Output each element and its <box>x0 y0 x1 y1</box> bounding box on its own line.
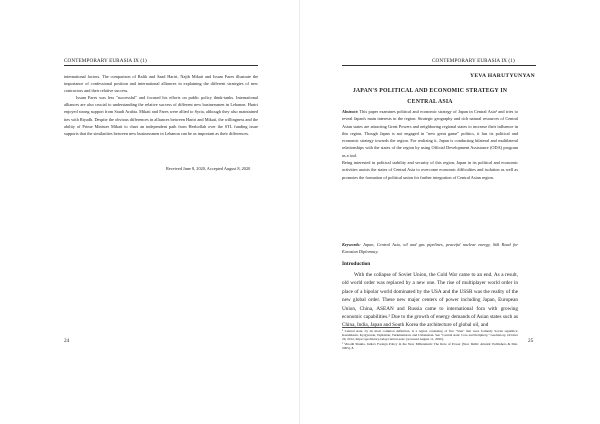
footnote-rule <box>342 327 400 328</box>
keywords-label: Keywords: <box>342 242 361 247</box>
article-title <box>342 86 518 108</box>
right-header-rule <box>342 65 536 66</box>
keywords-text: Japan, Central Asia, oil and gas pipelines, peaceful nuclear energy, Silk Road for Eurasian Diplomacy. <box>342 242 518 254</box>
right-page-number: 25 <box>528 338 534 344</box>
footnotes <box>342 329 518 350</box>
section-heading-introduction: Introduction <box>342 261 371 267</box>
left-paragraph-1: international factors. The comparison of Rafik and Saad Hariri, Najib Mikati and Issam Fares illustrate the importance of confessional position and international alliances in explaining the different strategies of new contractors and their relative success. <box>64 74 258 94</box>
left-header-rule <box>64 65 258 66</box>
left-page-number: 24 <box>64 338 70 344</box>
left-running-head: CONTEMPORARY EURASIA IX (1) <box>64 58 147 64</box>
abstract-text: This paper examines political and economic strategy of Japan in Central Asia¹ and tries to reveal Japan's main interests in the region. Strategic geography and rich natural resources of Central Asian states are attracting Great Powers and neighboring regional states to increase their influence in this region. Though Japan is not engaged in "new great game" politics, it has its political and economic strategy towards the region. For realizing it, Japan is conducting bilateral and multilateral relationships with the states of the region by using Official Development Assistance (ODA) program as a tool. <box>342 109 518 158</box>
left-paragraph-2: Issam Fares was less "successful" and focused his efforts on public policy think-tanks. International alliances are also crucial to understanding the relative success of different new businessmen in Lebanon. Hariri enjoyed strong support from Saudi Arabia. Mikati and Fares were allied to Syria, although they also maintained ties with Riyadh. Despite the obvious differences in alliances between Hariri and Mikati, the willingness and the ability of Prime Minister Mikati to chart an independent path from Hezbollah over the STL funding issue supports that the similarities between new businessmen in Lebanon can be as important as their differences. <box>64 95 258 136</box>
keywords <box>342 241 518 255</box>
footnote-1: ¹ Central Asia, by its most common definition, is a region consisting of five "Stan" that were formerly Soviet republics: Kazakhstan, Kyrgyzstan, Tajikistan, Turkmenistan, and Uzbekistan. See "Central Asia: Core and Periphery," Geohistory, October 29, 2012, https://geohistory.today/central-asia/ (accessed August 11, 2020). <box>342 329 518 342</box>
introduction-paragraph: With the collapse of Soviet Union, the Cold War came to an end. As a result, old world order was replaced by a new one. The rise of multiplayer world order in place of a bipolar world dominated by the USA and the USSR was the reality of the new global order. These new major centers of power including Japan, European Union, China, ASEAN and Russia came to international fora with growing economic capabilities.² Due to the growth of energy demands of Asian states such as China, India, Japan and South Korea the architecture of global oil, and <box>342 272 518 329</box>
abstract-label: Abstract: <box>342 109 359 114</box>
introduction-text <box>342 271 518 330</box>
article-title-line-1: JAPAN'S POLITICAL AND ECONOMIC STRATEGY IN <box>352 88 508 94</box>
received-date: Received June 8, 2020, Accepted August 8, 2020 <box>166 166 251 171</box>
left-body-text <box>64 73 258 137</box>
footnote-2: ² Vinodh Shukla, India's Foreign Policy in the New Millennium: The Role of Power (New Delhi: Atlantic Publishers & Dist. 2005), 8. <box>342 341 518 350</box>
right-running-head: CONTEMPORARY EURASIA IX (1) <box>432 58 515 64</box>
abstract-text-2: Being interested in political stability and security of this region, Japan in its political and economic activities assists the states of Central Asia to overcome economic difficulties and isolation as well as promotes the formation of political union for further integration of Central Asian region. <box>342 160 518 180</box>
article-title-line-2: CENTRAL ASIA <box>407 99 453 105</box>
abstract <box>342 108 518 181</box>
article-author: YEVA HARUTYUNYAN <box>470 73 535 79</box>
